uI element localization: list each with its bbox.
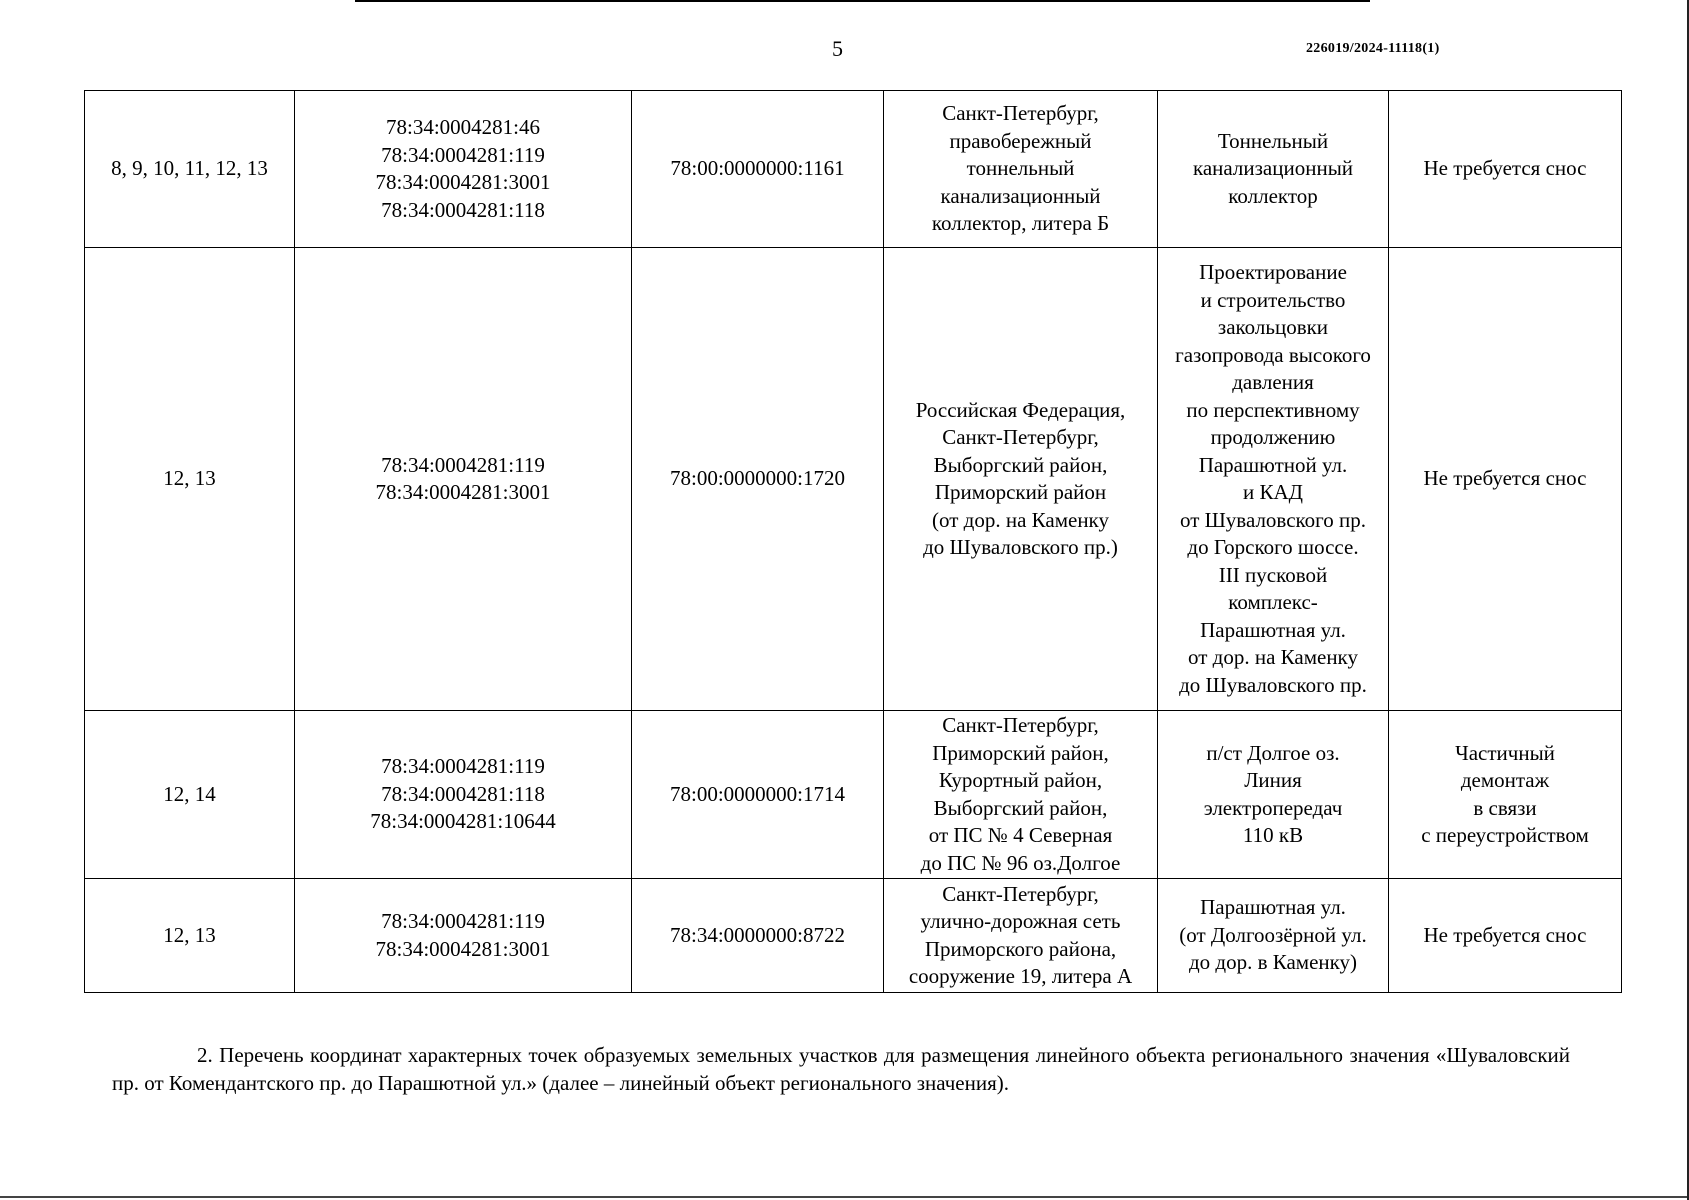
cell-text-line: Парашютная ул.	[1200, 617, 1346, 642]
table-row	[85, 248, 1622, 711]
cell-text-line: Выборгский район,	[933, 452, 1108, 477]
cell-purpose	[1158, 711, 1389, 879]
cell-text-line: Частичный	[1455, 740, 1555, 765]
cell-text-line: (от Долгоозёрной ул.	[1179, 922, 1367, 947]
cell-text-line: Санкт-Петербург,	[942, 881, 1099, 906]
cell-address	[884, 248, 1158, 711]
cell-text-line: 78:34:0004281:119	[381, 452, 545, 477]
table-row	[85, 879, 1622, 993]
cell-action	[1389, 711, 1622, 879]
cell-text-line: 8, 9, 10, 11, 12, 13	[111, 156, 268, 181]
cell-text-line: до Шуваловского пр.)	[923, 535, 1118, 559]
cell-text-line: 78:34:0004281:119	[381, 142, 545, 167]
cell-text-line: канализационный	[1192, 156, 1354, 181]
document-id: 226019/2024-11118(1)	[1306, 41, 1440, 56]
cell-text-line: и КАД	[1243, 480, 1303, 504]
cell-text-line: Курортный район,	[938, 768, 1103, 792]
cell-parcel-numbers	[295, 248, 632, 711]
table-row	[85, 91, 1622, 248]
cell-text-line: до Горского шоссе.	[1187, 535, 1359, 559]
cell-text-line: Санкт-Петербург,	[942, 425, 1099, 449]
cell-text-line: коллектор	[1228, 183, 1318, 208]
bottom-border-line	[0, 1196, 1689, 1198]
cell-object-number	[632, 879, 884, 993]
cell-purpose	[1158, 248, 1389, 711]
cell-text-line: Проектирование	[1199, 260, 1347, 284]
cell-text-line: п/ст Долгое оз.	[1206, 740, 1340, 765]
parcels-table	[84, 90, 1622, 993]
cell-points	[85, 91, 295, 248]
cell-text-line: от дор. на Каменку	[1188, 645, 1358, 669]
cell-text-line: Выборгский район,	[933, 795, 1108, 820]
cell-object-number	[632, 711, 884, 879]
cell-text-line: демонтаж	[1460, 768, 1550, 792]
table-body	[85, 91, 1622, 993]
cell-text-line: 78:34:0000000:8722	[669, 922, 845, 947]
cell-text-line: от Шуваловского пр.	[1179, 507, 1367, 532]
cell-text-line: до Шуваловского пр.	[1179, 672, 1367, 697]
cell-text-line: до дор. в Каменку)	[1188, 950, 1358, 975]
cell-text-line: Приморский район,	[932, 740, 1109, 765]
cell-text-line: Российская Федерация,	[915, 397, 1126, 422]
cell-text-line: 12, 14	[163, 781, 216, 806]
cell-action	[1389, 91, 1622, 248]
cell-text-line: тоннельный	[966, 156, 1075, 181]
cell-points	[85, 248, 295, 711]
cell-text-line: и строительство	[1200, 287, 1346, 312]
cell-text-line: 78:34:0004281:119	[381, 909, 545, 933]
cell-text-line: электропередач	[1203, 795, 1343, 820]
cell-text-line: сооружение 19, литера А	[908, 964, 1133, 988]
cell-text-line: 78:34:0004281:3001	[375, 936, 551, 961]
cell-points	[85, 879, 295, 993]
cell-text-line: 78:34:0004281:118	[381, 197, 545, 222]
cell-text-line: канализационный	[940, 183, 1101, 208]
cell-text-line: Тоннельный	[1217, 128, 1329, 153]
cell-object-number	[632, 248, 884, 711]
cell-text-line: Парашютная ул.	[1200, 895, 1346, 920]
cell-object-number	[632, 91, 884, 248]
cell-text-line: 78:34:0004281:119	[381, 754, 545, 779]
cell-text-line: III пусковой	[1218, 562, 1328, 587]
cell-text-line: Парашютной ул.	[1198, 452, 1348, 477]
cell-points	[85, 711, 295, 879]
cell-text-line: Приморский район	[934, 480, 1107, 504]
cell-text-line: 78:34:0004281:3001	[375, 170, 551, 194]
table-row	[85, 711, 1622, 879]
cell-text-line: коллектор, литера Б	[931, 211, 1110, 236]
cell-text-line: газопровода высокого	[1175, 342, 1371, 367]
cell-text-line: давления	[1232, 370, 1314, 394]
cell-text-line: продолжению	[1210, 425, 1336, 449]
cell-text-line: Не требуется снос	[1423, 922, 1587, 947]
cell-text-line: 78:00:0000000:1720	[669, 466, 845, 491]
cell-address	[884, 711, 1158, 879]
cell-text-line: в связи	[1473, 795, 1537, 820]
cell-text-line: Не требуется снос	[1423, 466, 1587, 491]
cell-purpose	[1158, 879, 1389, 993]
top-border-line	[355, 0, 1370, 2]
cell-action	[1389, 879, 1622, 993]
section-note: 2. Перечень координат характерных точек образуемых земельных участков для размещения линейного объекта регионального значения «Шуваловский пр. от Комендантского пр. до Парашютной ул.» (далее – линейный объект регионального значения).	[112, 1043, 1570, 1095]
cell-text-line: 110 кВ	[1242, 823, 1304, 847]
cell-text-line: улично-дорожная сеть	[920, 909, 1121, 933]
cell-text-line: до ПС № 96 оз.Долгое	[920, 850, 1121, 875]
cell-parcel-numbers	[295, 91, 632, 248]
cell-action	[1389, 248, 1622, 711]
cell-address	[884, 91, 1158, 248]
cell-text-line: 78:34:0004281:3001	[375, 480, 551, 504]
cell-address	[884, 879, 1158, 993]
cell-purpose	[1158, 91, 1389, 248]
page-number: 5	[832, 36, 843, 61]
cell-text-line: (от дор. на Каменку	[932, 507, 1109, 532]
cell-text-line: 78:00:0000000:1161	[670, 156, 845, 181]
cell-text-line: Не требуется снос	[1423, 156, 1587, 181]
cell-text-line: 78:00:0000000:1714	[669, 781, 845, 806]
cell-text-line: правобережный	[949, 128, 1092, 153]
cell-text-line: закольцовки	[1217, 315, 1329, 339]
cell-text-line: комплекс-	[1228, 590, 1318, 614]
cell-text-line: Санкт-Петербург,	[942, 713, 1099, 737]
cell-text-line: Приморского района,	[924, 936, 1117, 961]
cell-text-line: с переустройством	[1421, 823, 1589, 847]
cell-text-line: 78:34:0004281:46	[385, 115, 540, 139]
cell-text-line: Санкт-Петербург,	[942, 101, 1099, 126]
cell-text-line: от ПС № 4 Северная	[928, 823, 1113, 847]
cell-text-line: 78:34:0004281:118	[381, 781, 545, 806]
cell-text-line: по перспективному	[1186, 397, 1360, 422]
cell-text-line: 78:34:0004281:10644	[370, 809, 556, 834]
cell-parcel-numbers	[295, 879, 632, 993]
cell-text-line: 12, 13	[163, 922, 216, 947]
cell-text-line: 12, 13	[163, 466, 216, 491]
cell-text-line: Линия	[1244, 768, 1302, 792]
cell-parcel-numbers	[295, 711, 632, 879]
